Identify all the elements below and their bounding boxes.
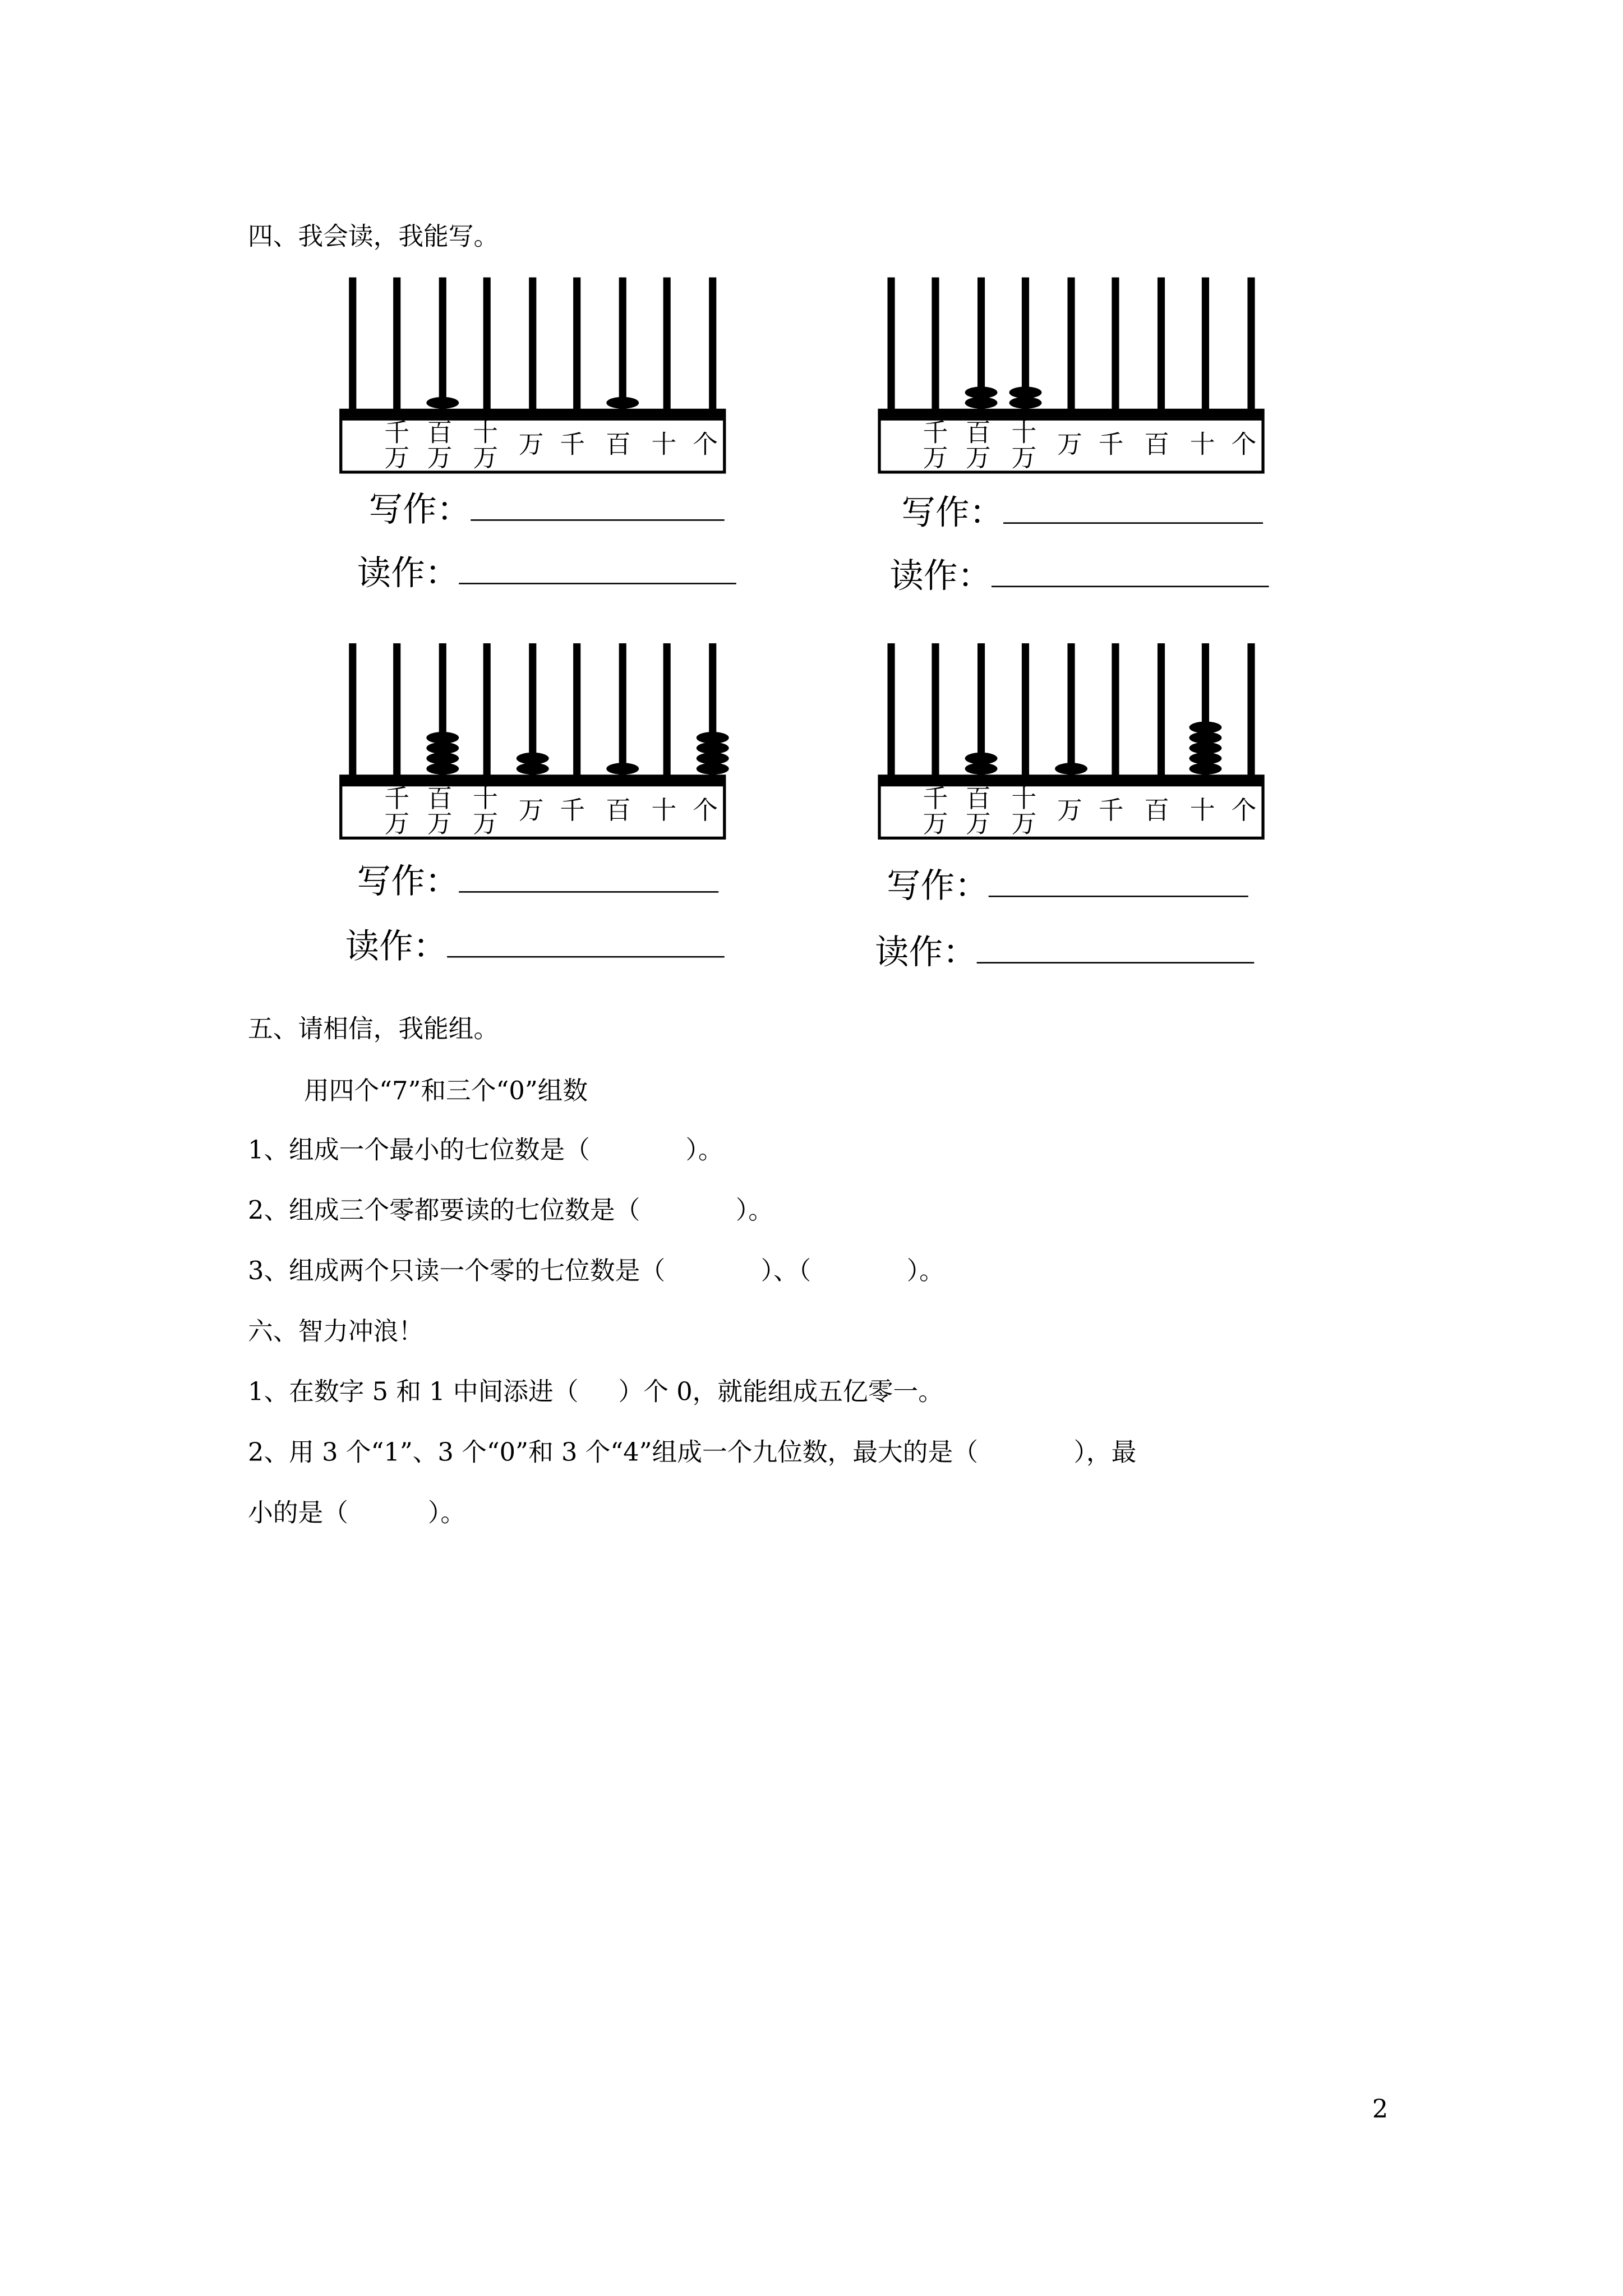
abacus-rod bbox=[663, 643, 671, 779]
section-5-intro: 用四个“7”和三个“0”组数 bbox=[303, 1077, 588, 1107]
abacus-bead bbox=[1009, 386, 1042, 398]
abacus-rod bbox=[393, 278, 400, 413]
abacus-rod bbox=[663, 278, 671, 413]
place-label: 十 bbox=[651, 796, 677, 827]
question-5-3: 3、组成两个只读一个零的七位数是（ ）、（ ）。 bbox=[247, 1257, 944, 1287]
abacus-bead bbox=[426, 763, 459, 774]
abacus-rod bbox=[1158, 278, 1165, 413]
place-label: 百 万 bbox=[427, 785, 453, 840]
write-blank[interactable] bbox=[989, 863, 1248, 897]
question-6-2: 2、用 3 个“1”、3 个“0”和 3 个“4”组成一个九位数，最大的是（ ），最 bbox=[247, 1439, 1137, 1468]
place-label: 十 bbox=[1189, 796, 1215, 827]
abacus-base bbox=[339, 409, 726, 418]
place-label: 十 万 bbox=[1011, 785, 1037, 840]
place-label: 千 bbox=[1098, 796, 1124, 827]
place-label: 十 bbox=[651, 431, 677, 460]
abacus-rod bbox=[1247, 278, 1255, 413]
abacus-base bbox=[878, 774, 1264, 783]
abacus-rod bbox=[1112, 278, 1119, 413]
read-line-4[interactable] bbox=[875, 929, 1254, 974]
question-6-2-cont: 小的是（ ）。 bbox=[247, 1499, 466, 1529]
place-value-row bbox=[339, 418, 726, 474]
write-line-3[interactable] bbox=[357, 859, 719, 903]
abacus-rod bbox=[349, 643, 356, 779]
abacus-bead bbox=[606, 763, 639, 774]
abacus-3 bbox=[339, 643, 726, 840]
read-line-1[interactable] bbox=[357, 550, 736, 594]
place-label: 个 bbox=[693, 796, 718, 827]
place-label: 十 万 bbox=[1011, 419, 1037, 474]
abacus-rod bbox=[1022, 643, 1029, 779]
abacus-rod bbox=[573, 643, 580, 779]
section-5-title: 五、请相信，我能组。 bbox=[247, 1015, 499, 1045]
abacus-rod bbox=[349, 278, 356, 413]
abacus-bead bbox=[1189, 722, 1222, 734]
read-blank[interactable] bbox=[992, 554, 1269, 588]
read-label: 读作： bbox=[889, 557, 992, 596]
place-label: 百 bbox=[605, 431, 631, 460]
place-label: 千 bbox=[560, 431, 585, 460]
abacus-base bbox=[339, 774, 726, 783]
abacus-2-frame bbox=[878, 278, 1264, 425]
place-value-row bbox=[878, 418, 1264, 474]
abacus-4-frame bbox=[878, 643, 1264, 791]
write-label: 写作： bbox=[368, 491, 471, 530]
question-5-1: 1、组成一个最小的七位数是（ ）。 bbox=[247, 1136, 723, 1166]
place-label: 十 万 bbox=[473, 419, 498, 474]
abacus-bead bbox=[697, 753, 729, 764]
abacus-rod bbox=[619, 643, 626, 779]
question-5-2: 2、组成三个零都要读的七位数是（ ）。 bbox=[247, 1196, 774, 1227]
abacus-4 bbox=[878, 643, 1264, 840]
place-label: 十 bbox=[1189, 431, 1215, 460]
place-label: 万 bbox=[1057, 796, 1082, 827]
place-label: 百 万 bbox=[427, 419, 453, 474]
abacus-bead bbox=[965, 386, 998, 398]
section-4-title: 四、我会读，我能写。 bbox=[247, 223, 499, 252]
place-label: 千 万 bbox=[923, 785, 948, 840]
write-blank[interactable] bbox=[1003, 490, 1263, 524]
abacus-rod bbox=[887, 643, 895, 779]
abacus-bead bbox=[965, 753, 998, 764]
place-label: 万 bbox=[518, 431, 544, 460]
read-blank[interactable] bbox=[459, 550, 736, 584]
abacus-rod bbox=[529, 278, 536, 413]
abacus-bead bbox=[697, 732, 729, 744]
place-label: 千 万 bbox=[923, 419, 948, 474]
abacus-rod bbox=[439, 278, 446, 413]
place-label: 个 bbox=[693, 431, 718, 460]
abacus-2 bbox=[878, 278, 1264, 474]
abacus-rod bbox=[1112, 643, 1119, 779]
write-label: 写作： bbox=[887, 867, 989, 906]
write-label: 写作： bbox=[901, 494, 1004, 533]
abacus-bead bbox=[1189, 732, 1222, 744]
abacus-bead bbox=[965, 397, 998, 409]
place-label: 百 bbox=[605, 796, 631, 827]
abacus-bead bbox=[697, 742, 729, 754]
section-6-title: 六、智力冲浪！ bbox=[247, 1317, 424, 1348]
abacus-1 bbox=[339, 278, 726, 474]
place-label: 千 万 bbox=[384, 419, 410, 474]
read-label: 读作： bbox=[345, 928, 448, 967]
abacus-bead bbox=[426, 397, 459, 409]
place-label: 千 万 bbox=[384, 785, 410, 840]
abacus-3-frame bbox=[339, 643, 726, 791]
abacus-bead bbox=[426, 732, 459, 744]
abacus-bead bbox=[965, 763, 998, 774]
place-label: 百 bbox=[1144, 431, 1169, 460]
abacus-base bbox=[878, 409, 1264, 418]
abacus-rod bbox=[573, 278, 580, 413]
abacus-rod bbox=[1158, 643, 1165, 779]
place-label: 千 bbox=[560, 796, 585, 827]
question-6-1: 1、在数字 5 和 1 中间添进（ ）个 0，就能组成五亿零一。 bbox=[247, 1378, 943, 1408]
place-value-row bbox=[339, 783, 726, 840]
abacus-bead bbox=[606, 397, 639, 409]
write-blank[interactable] bbox=[471, 487, 725, 521]
read-blank[interactable] bbox=[977, 929, 1255, 963]
abacus-rod bbox=[709, 278, 716, 413]
abacus-bead bbox=[1009, 397, 1042, 409]
place-label: 万 bbox=[1057, 431, 1082, 460]
abacus-rod bbox=[1247, 643, 1255, 779]
abacus-rod bbox=[483, 278, 491, 413]
abacus-rod bbox=[932, 643, 939, 779]
place-label: 百 bbox=[1144, 796, 1169, 827]
abacus-bead bbox=[517, 753, 549, 764]
abacus-rod bbox=[1202, 278, 1209, 413]
write-label: 写作： bbox=[357, 863, 459, 902]
write-line-2[interactable] bbox=[901, 490, 1263, 534]
abacus-bead bbox=[1055, 763, 1087, 774]
abacus-bead bbox=[1189, 753, 1222, 764]
read-line-3[interactable] bbox=[345, 924, 725, 968]
place-label: 个 bbox=[1231, 431, 1257, 460]
abacus-bead bbox=[1189, 763, 1222, 774]
write-line-1[interactable] bbox=[369, 487, 725, 531]
abacus-rod bbox=[932, 278, 939, 413]
place-label: 百 万 bbox=[965, 419, 991, 474]
place-label: 万 bbox=[518, 796, 544, 827]
abacus-bead bbox=[697, 763, 729, 774]
abacus-rod bbox=[393, 643, 400, 779]
page-number: 2 bbox=[1372, 2095, 1389, 2125]
read-label: 读作： bbox=[875, 934, 977, 972]
abacus-bead bbox=[426, 742, 459, 754]
read-line-2[interactable] bbox=[889, 554, 1269, 598]
place-label: 千 bbox=[1098, 431, 1124, 460]
abacus-rod bbox=[619, 278, 626, 413]
read-label: 读作： bbox=[357, 555, 459, 593]
abacus-bead bbox=[517, 763, 549, 774]
abacus-rod bbox=[1067, 278, 1075, 413]
place-value-row bbox=[878, 783, 1264, 840]
place-label: 十 万 bbox=[473, 785, 498, 840]
abacus-bead bbox=[426, 753, 459, 764]
abacus-rod bbox=[483, 643, 491, 779]
abacus-bead bbox=[1189, 742, 1222, 754]
place-label: 个 bbox=[1231, 796, 1257, 827]
write-line-4[interactable] bbox=[887, 863, 1248, 907]
place-label: 百 万 bbox=[965, 785, 991, 840]
abacus-rod bbox=[887, 278, 895, 413]
read-blank[interactable] bbox=[447, 924, 725, 958]
abacus-rod bbox=[1067, 643, 1075, 779]
abacus-1-frame bbox=[339, 278, 726, 425]
write-blank[interactable] bbox=[459, 859, 718, 893]
